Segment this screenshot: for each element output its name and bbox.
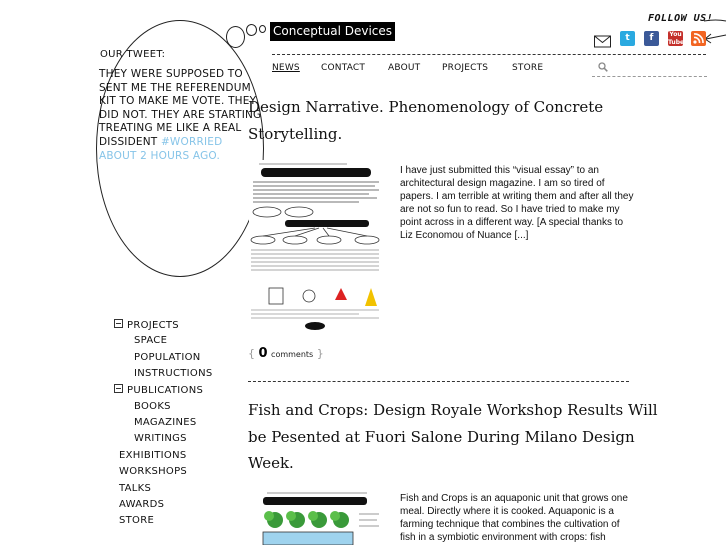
menu-item-exhibitions[interactable]: EXHIBITIONS xyxy=(119,450,187,461)
comments-count: 0 xyxy=(258,346,268,361)
post-title-line[interactable]: be Pesented at Fuori Salone During Milano Design xyxy=(248,427,635,446)
menu-publications[interactable] xyxy=(114,384,203,396)
menu-label[interactable]: PUBLICATIONS xyxy=(127,385,204,396)
bubble-dot-large xyxy=(226,26,245,48)
menu-item-magazines[interactable]: MAGAZINES xyxy=(134,417,197,428)
bubble-dot-small xyxy=(259,25,266,33)
excerpt-line: Liz Economou of Nuance [...] xyxy=(400,230,529,241)
post-thumbnail-fish-crops[interactable] xyxy=(249,490,385,545)
excerpt-line: papers. I am terrible at writing them and after all they xyxy=(400,191,634,202)
post-title-line[interactable]: Fish and Crops: Design Royale Workshop Results Will xyxy=(248,401,658,419)
follow-us-label: FOLLOW US! xyxy=(648,13,714,24)
post-title[interactable] xyxy=(248,397,658,477)
menu-item-population[interactable]: POPULATION xyxy=(134,352,201,363)
menu-item-store[interactable]: STORE xyxy=(119,515,155,526)
nav-contact[interactable]: CONTACT xyxy=(321,63,366,73)
comments-label: comments xyxy=(271,350,314,359)
nav-store[interactable]: STORE xyxy=(512,63,544,73)
excerpt-line: farming technique that combines the cultivation of xyxy=(400,519,620,530)
excerpt-line: meal. Directly where it is cooked. Aquaponic is a xyxy=(400,506,614,517)
excerpt-line: point across in a different way. [A special thanks to xyxy=(400,217,624,228)
tweet-text xyxy=(99,68,267,163)
header-divider xyxy=(272,54,706,55)
menu-item-instructions[interactable]: INSTRUCTIONS xyxy=(134,368,213,379)
facebook-icon[interactable]: f xyxy=(644,31,659,46)
post-divider xyxy=(248,381,629,382)
rss-icon[interactable] xyxy=(691,31,706,46)
excerpt-line: I have just submitted this “visual essay” to an xyxy=(400,165,599,176)
excerpt-line: architectural design magazine. I am so tired of xyxy=(400,178,605,189)
mail-icon[interactable] xyxy=(594,33,611,52)
menu-item-writings[interactable]: WRITINGS xyxy=(134,433,187,444)
tweet-hashtag-link[interactable]: #WORRIED xyxy=(160,135,223,148)
menu-item-space[interactable]: SPACE xyxy=(134,335,168,346)
menu-projects[interactable] xyxy=(114,319,179,331)
tweet-label: OUR TWEET: xyxy=(100,49,166,60)
post-excerpt xyxy=(400,492,628,544)
menu-item-talks[interactable]: TALKS xyxy=(119,483,152,494)
bubble-dot-medium xyxy=(246,24,257,36)
tweet-time-link[interactable]: ABOUT 2 HOURS AGO. xyxy=(99,149,220,162)
twitter-icon[interactable]: t xyxy=(620,31,635,46)
collapse-icon[interactable] xyxy=(114,319,123,328)
post-title-line[interactable]: Storytelling. xyxy=(248,124,343,143)
post-title-line[interactable]: Week. xyxy=(248,454,294,472)
collapse-icon[interactable] xyxy=(114,384,123,393)
comments-link[interactable]: { 0 comments } xyxy=(248,346,324,361)
nav-news[interactable]: NEWS xyxy=(272,63,300,73)
excerpt-line: Fish and Crops is an aquaponic unit that grows one xyxy=(400,493,628,504)
menu-label[interactable]: PROJECTS xyxy=(127,320,179,331)
menu-item-awards[interactable]: AWARDS xyxy=(119,499,165,510)
search-icon xyxy=(598,62,608,75)
site-logo[interactable]: Conceptual Devices xyxy=(270,22,395,41)
post-title-line[interactable]: Design Narrative. Phenomenology of Concrete xyxy=(248,98,604,116)
excerpt-line: are not so fun to read. So I have tried to make my xyxy=(400,204,620,215)
excerpt-line: fish in a symbiotic environment with crops: fish xyxy=(400,532,606,543)
tweet-body: THEY WERE SUPPOSED TO SENT ME THE REFERENDUM KIT TO MAKE ME VOTE. THEY DID NOT. THEY ARE STARTING TREATING ME LIKE A REAL DISSIDENT xyxy=(99,68,262,148)
post-excerpt xyxy=(400,164,633,242)
post-thumbnail-comic[interactable] xyxy=(249,160,385,332)
nav-projects[interactable]: PROJECTS xyxy=(442,63,489,73)
menu-item-workshops[interactable]: WORKSHOPS xyxy=(119,466,188,477)
youtube-icon[interactable]: You Tube xyxy=(668,31,685,46)
nav-about[interactable]: ABOUT xyxy=(388,63,421,73)
menu-item-books[interactable]: BOOKS xyxy=(134,401,171,412)
post-title[interactable] xyxy=(248,94,603,147)
search-input[interactable] xyxy=(592,60,707,77)
